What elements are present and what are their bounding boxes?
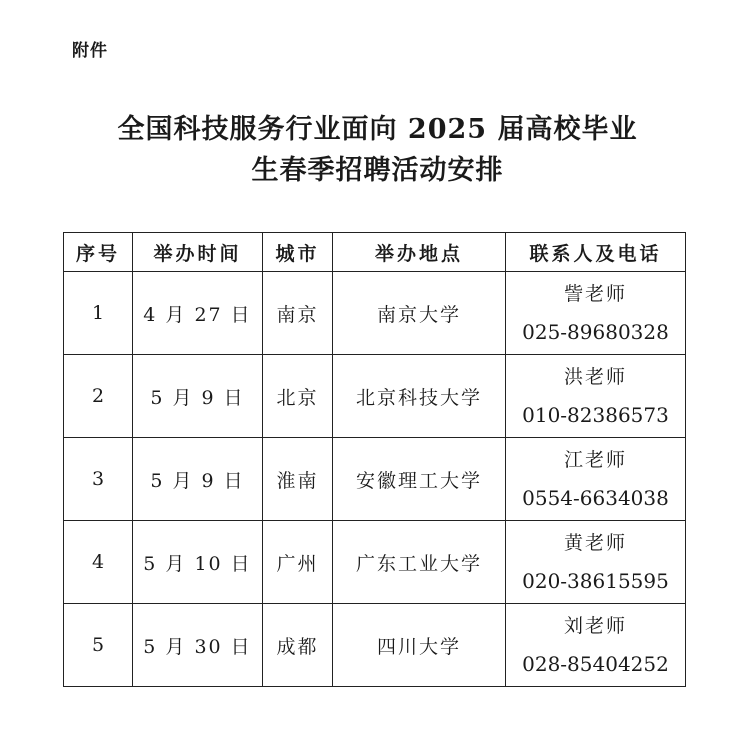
contact-phone: 028-85404252 [522, 652, 669, 676]
contact-name: 洪老师 [563, 366, 627, 388]
contact-name: 刘老师 [563, 615, 627, 637]
row-date: 5 月 9 日 [133, 438, 263, 521]
table-row [64, 604, 686, 687]
row-index: 3 [64, 438, 133, 521]
row-date: 5 月 10 日 [133, 521, 263, 604]
row-venue: 安徽理工大学 [333, 438, 506, 521]
table-header-row [64, 233, 686, 272]
row-city: 北京 [263, 355, 333, 438]
row-contact-cell [506, 272, 686, 355]
attachment-label: 附件 [72, 41, 108, 61]
contact-phone: 020-38615595 [522, 569, 669, 593]
header-contact: 联系人及电话 [506, 233, 686, 272]
row-venue: 北京科技大学 [333, 355, 506, 438]
schedule-table [63, 232, 686, 687]
row-city: 淮南 [263, 438, 333, 521]
document-title-line-2: 生春季招聘活动安排 [251, 155, 504, 186]
contact-phone: 0554-6634038 [522, 486, 669, 510]
row-date: 5 月 9 日 [133, 355, 263, 438]
row-contact-cell [506, 604, 686, 687]
row-city: 成都 [263, 604, 333, 687]
table-row [64, 272, 686, 355]
row-venue: 广东工业大学 [333, 521, 506, 604]
table-row [64, 521, 686, 604]
contact-phone: 025-89680328 [522, 320, 669, 344]
row-contact-cell [506, 521, 686, 604]
table-row [64, 438, 686, 521]
row-index: 1 [64, 272, 133, 355]
contact-phone: 010-82386573 [522, 403, 669, 427]
header-date: 举办时间 [133, 233, 263, 272]
row-venue: 四川大学 [333, 604, 506, 687]
header-venue: 举办地点 [333, 233, 506, 272]
row-index: 2 [64, 355, 133, 438]
row-contact-cell [506, 438, 686, 521]
contact-name: 黄老师 [563, 532, 627, 554]
row-date: 5 月 30 日 [133, 604, 263, 687]
table-row [64, 355, 686, 438]
row-index: 4 [64, 521, 133, 604]
row-date: 4 月 27 日 [133, 272, 263, 355]
contact-name: 訾老师 [563, 283, 627, 305]
row-contact-cell [506, 355, 686, 438]
contact-name: 江老师 [563, 449, 627, 471]
row-index: 5 [64, 604, 133, 687]
document-title-line-1: 全国科技服务行业面向 2025 届高校毕业 [117, 114, 638, 145]
row-city: 广州 [263, 521, 333, 604]
row-city: 南京 [263, 272, 333, 355]
header-city: 城市 [263, 233, 333, 272]
row-venue: 南京大学 [333, 272, 506, 355]
header-index: 序号 [64, 233, 133, 272]
